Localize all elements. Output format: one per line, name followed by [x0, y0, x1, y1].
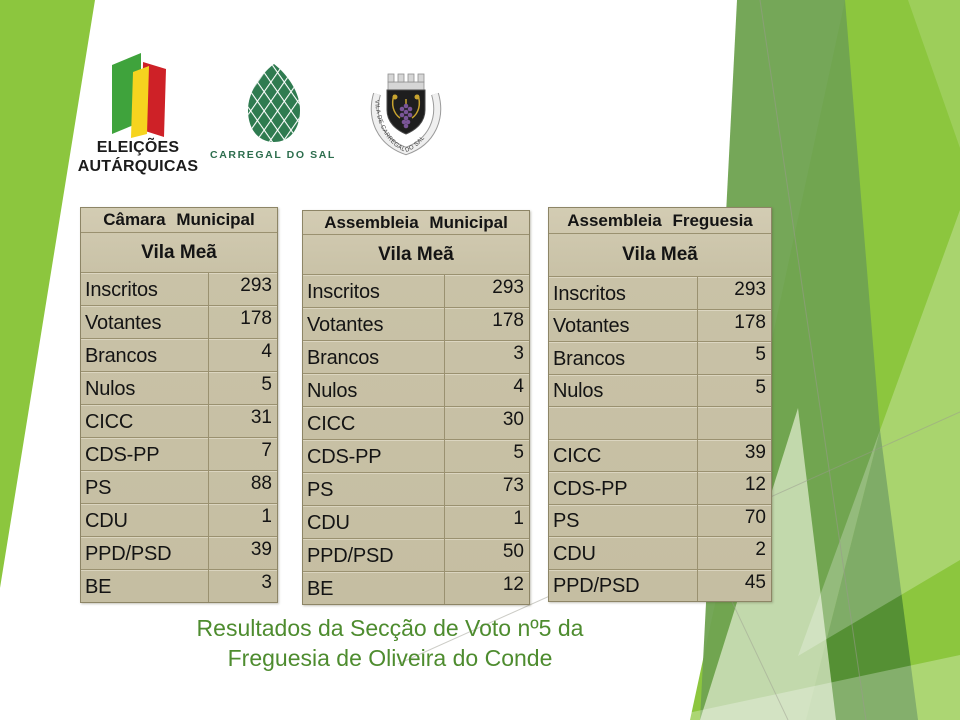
row-value: 12	[697, 472, 771, 504]
row-value: 178	[208, 306, 277, 338]
row-label: Inscritos	[307, 281, 380, 303]
row-value: 39	[697, 440, 771, 472]
row-value: 39	[208, 537, 277, 569]
table-row	[303, 307, 529, 340]
elections-logo-icon	[106, 50, 172, 140]
table-subtitle: Vila Meã	[303, 234, 529, 274]
slide-caption	[95, 613, 685, 673]
row-value: 45	[697, 570, 771, 602]
row-value: 3	[444, 341, 529, 373]
row-label: Inscritos	[85, 279, 158, 301]
table-row	[81, 437, 277, 470]
table-row	[549, 341, 771, 374]
row-value: 5	[697, 342, 771, 374]
table-row	[549, 374, 771, 407]
table-subtitle: Vila Meã	[81, 232, 277, 272]
row-value: 88	[208, 471, 277, 503]
row-label: CDS-PP	[85, 444, 160, 466]
row-label	[549, 407, 697, 439]
table-row	[81, 470, 277, 503]
mural-crown-icon	[388, 74, 424, 90]
row-label: Votantes	[553, 315, 630, 337]
yellow-stripe-icon	[131, 66, 149, 138]
row-value: 5	[208, 372, 277, 404]
table-row	[549, 471, 771, 504]
row-value: 50	[444, 539, 529, 571]
row-value: 293	[444, 275, 529, 307]
row-value: 5	[444, 440, 529, 472]
row-value: 30	[444, 407, 529, 439]
row-value: 31	[208, 405, 277, 437]
table-row	[549, 504, 771, 537]
table-assembleia-municipal	[302, 210, 530, 605]
row-value: 70	[697, 505, 771, 537]
carregal-do-sal-label: CARREGAL DO SAL	[210, 149, 336, 161]
row-value: 293	[208, 273, 277, 305]
table-row	[549, 536, 771, 569]
row-value: 1	[208, 504, 277, 536]
row-label: PS	[307, 479, 334, 501]
elections-logo-text	[76, 138, 200, 176]
table-row	[549, 439, 771, 472]
row-label: CICC	[553, 445, 602, 467]
row-label: BE	[307, 578, 334, 600]
row-label: CICC	[85, 411, 134, 433]
row-value: 293	[697, 277, 771, 309]
table-assembleia-freguesia	[548, 207, 772, 602]
table-row	[81, 305, 277, 338]
row-label: Votantes	[307, 314, 384, 336]
table-row	[81, 371, 277, 404]
row-value: 178	[444, 308, 529, 340]
table-row	[81, 272, 277, 305]
elections-logo-line1: ELEIÇÕES	[96, 139, 180, 156]
row-value: 4	[444, 374, 529, 406]
row-label: Brancos	[553, 347, 625, 370]
table-title: Câmara Municipal	[103, 210, 255, 229]
table-row	[303, 439, 529, 472]
row-label: Votantes	[85, 312, 162, 334]
crest-scroll-text: VILA DE CARREGAL DO SAL	[373, 99, 427, 154]
row-label: CICC	[307, 413, 356, 435]
row-value: 3	[208, 570, 277, 602]
table-row	[303, 571, 529, 604]
table-row	[81, 503, 277, 536]
row-label: CDS-PP	[307, 446, 382, 468]
row-label: CDU	[307, 512, 350, 534]
table-row	[549, 276, 771, 309]
row-label: PPD/PSD	[85, 543, 172, 565]
table-camara-municipal	[80, 207, 278, 603]
row-value: 5	[697, 375, 771, 407]
table-row	[549, 309, 771, 342]
table-row	[303, 472, 529, 505]
table-row	[303, 340, 529, 373]
row-label: Brancos	[307, 347, 379, 369]
table-row	[303, 373, 529, 406]
table-row	[303, 505, 529, 538]
row-label: CDU	[85, 510, 128, 532]
row-label: PS	[553, 510, 580, 532]
table-row	[303, 274, 529, 307]
row-value: 7	[208, 438, 277, 470]
row-value: 2	[697, 537, 771, 569]
row-value	[697, 407, 771, 439]
row-label: Inscritos	[553, 282, 626, 305]
row-label: Nulos	[85, 378, 136, 400]
row-value: 178	[697, 310, 771, 342]
caption-line1: Resultados da Secção de Voto nº5 da	[196, 615, 584, 641]
table-row	[303, 406, 529, 439]
row-label: Nulos	[553, 380, 604, 402]
row-label: BE	[85, 576, 112, 598]
table-row	[81, 569, 277, 602]
row-value: 12	[444, 572, 529, 604]
table-row	[549, 406, 771, 439]
elections-logo-line2: AUTÁRQUICAS	[77, 158, 199, 175]
row-label: CDS-PP	[553, 477, 628, 500]
row-label: PS	[85, 477, 112, 499]
table-row	[81, 404, 277, 437]
row-label: Brancos	[85, 345, 157, 367]
pinecone-icon	[244, 62, 304, 144]
table-row	[81, 338, 277, 371]
row-value: 73	[444, 473, 529, 505]
table-title: Assembleia Freguesia	[567, 210, 753, 230]
row-label: CDU	[553, 542, 596, 565]
table-title: Assembleia Municipal	[324, 212, 508, 232]
row-label: Nulos	[307, 380, 358, 402]
table-row	[303, 538, 529, 571]
table-row	[549, 569, 771, 602]
municipal-crest-icon	[362, 68, 450, 162]
table-subtitle: Vila Meã	[549, 233, 771, 276]
table-row	[81, 536, 277, 569]
row-value: 1	[444, 506, 529, 538]
row-label: PPD/PSD	[553, 575, 640, 597]
row-label: PPD/PSD	[307, 545, 394, 567]
row-value: 4	[208, 339, 277, 371]
caption-line2: Freguesia de Oliveira do Conde	[227, 645, 553, 671]
